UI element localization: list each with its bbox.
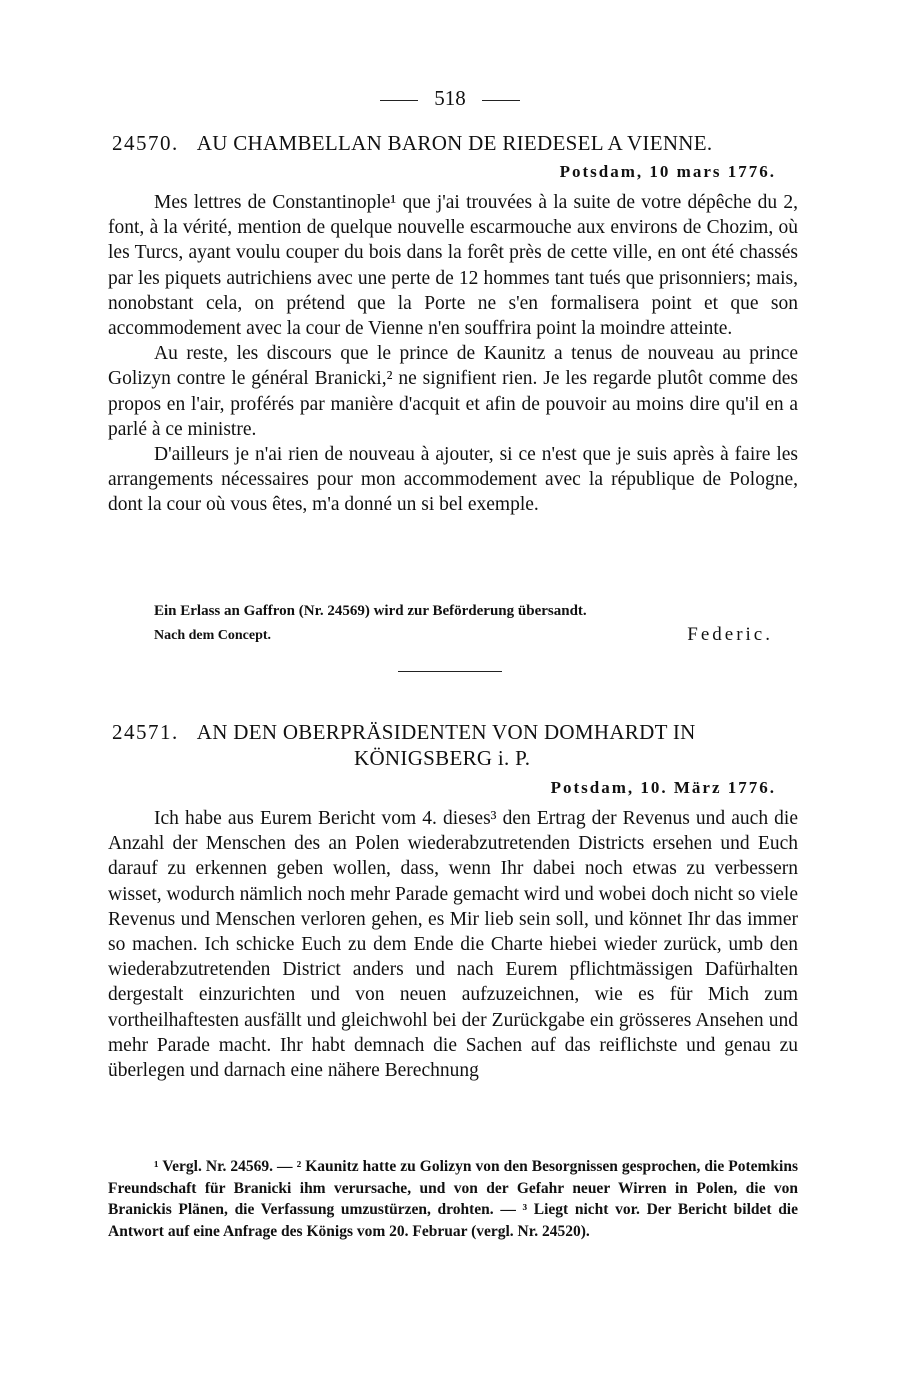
letter2-number: 24571. (112, 720, 179, 744)
letter1-heading-line (112, 131, 798, 156)
rule-left (380, 100, 418, 101)
letter1-heading: AU CHAMBELLAN BARON DE RIEDESEL A VIENNE. (196, 131, 713, 155)
page-number: 518 (434, 86, 466, 110)
page-number-line (0, 86, 900, 111)
letter2-heading: AN DEN OBERPRÄSIDENTEN VON DOMHARDT IN (196, 720, 696, 744)
section-separator (398, 671, 502, 672)
letter1-body (108, 190, 798, 518)
letter1-number: 24570. (112, 131, 179, 155)
footnotes (108, 1156, 798, 1242)
letter2-paragraph: Ich habe aus Eurem Bericht vom 4. dieses³ den Ertrag der Revenus und auch die Anzahl der Menschen des an Polen wiederabzutretenden Districts ersehen und Euch darauf zu erkennen geben wollen, dass, wenn Ihr dabei noch etwas zu verbessern wisset, wodurch nämlich noch mehr Parade gemacht wird und wobei doch nicht so viele Revenus und Menschen verloren gehen, es Mir lieb sein soll, und könnet Ihr das immer so machen. Ich schicke Euch zu dem Ende die Charte hiebei wieder zurück, umb den wiederabzutretenden District anders und nach Eurem pflichtmässigen Dafürhalten dergestalt einzurichten und von neuen aufzuzeichnen, wie es für Mich zum vortheilhaftesten ausfällt und gleichwohl bei der Zurückgabe ein grösseres Ansehen und mehr Parade macht. Ihr habt demnach die Sachen auf das reiflichste und genau zu überlegen und darnach eine nähere Berechnung (108, 808, 798, 1082)
letter1-place-date: Potsdam, 10 mars 1776. (559, 162, 776, 181)
rule-right (482, 100, 520, 101)
letter1-signature: Federic. (687, 624, 773, 645)
letter2-heading-line2: KÖNIGSBERG i. P. (354, 746, 531, 770)
letter1-paragraph: Mes lettres de Constantinople¹ que j'ai trouvées à la suite de votre dépêche du 2, font, à la vérité, mention de quelque nouvelle escarmouche aux environs de Chozim, où les Turcs, ayant voulu couper du bois dans la forêt près de cette ville, en ont été chassés par les piquets autrichiens avec une perte de 12 hommes tant tués que prisonniers; mais, nonobstant cela, on prétend que la Porte ne s'en formalisera point et que son accommodement avec la cour de Vienne n'en souffrira point la moindre atteinte. (108, 192, 798, 340)
letter1-paragraph: Au reste, les discours que le prince de Kaunitz a tenus de nouveau au prince Golizyn contre le général Branicki,² ne signifient rien. Je les regarde plutôt comme des propos en l'air, proférés par manière d'acquit et afin de pouvoir au moins dire qu'il en a parlé à ce ministre. (108, 343, 798, 440)
letter2-place-date: Potsdam, 10. März 1776. (550, 778, 776, 797)
footnotes-text: ¹ Vergl. Nr. 24569. — ² Kaunitz hatte zu Golizyn von den Besorgnissen gesprochen, die Potemkins Freundschaft für Branicki ihm verursache, und von der Gefahr neuer Wirren in Polen, die von Branickis Plänen, die Verfassung umzustürzen, drohten. — ³ Liegt nicht vor. Der Bericht bildet die Antwort auf eine Anfrage des Königs vom 20. Februar (vergl. Nr. 24520). (108, 1158, 798, 1240)
letter1-source: Nach dem Concept. (154, 628, 272, 643)
letter1-note: Ein Erlass an Gaffron (Nr. 24569) wird zur Beförderung übersandt. (154, 603, 587, 619)
letter2-body (108, 806, 798, 1083)
letter2-heading-line (112, 720, 798, 745)
letter1-paragraph: D'ailleurs je n'ai rien de nouveau à ajouter, si ce n'est que je suis après à faire les arrangements nécessaires pour mon accommodement avec la république de Pologne, dont la cour où vous êtes, m'a donné un si bel exemple. (108, 444, 798, 516)
